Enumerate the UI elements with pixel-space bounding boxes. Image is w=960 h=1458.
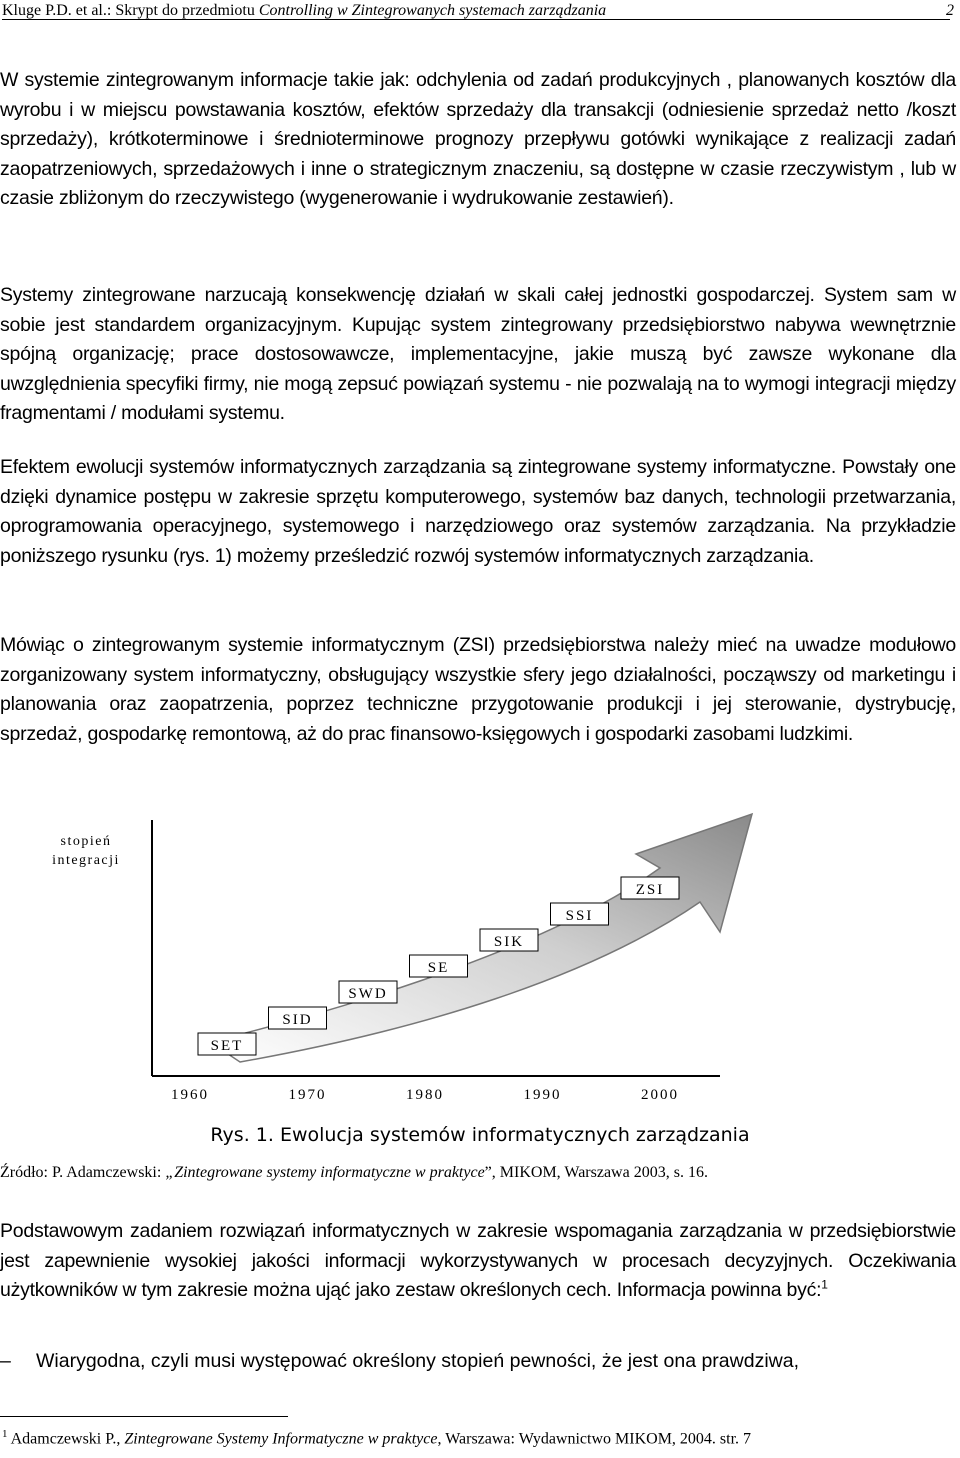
stage-label-zsi: ZSI [635,882,665,898]
stage-box-zsi [621,877,679,899]
source-prefix: Źródło: P. Adamczewski: [0,1164,166,1181]
stage-label-ssi: SSI [565,908,594,924]
x-tick-label: 1970 [288,1087,327,1103]
footnote [2,1428,958,1448]
x-tick-label: 2000 [641,1087,679,1103]
paragraph-5-text: Podstawowym zadaniem rozwiązań informatycznych w zakresie wspomagania zarządzania w przedsiębiorstwie jest zapewnienie wysokiej jakości informacji wykorzystywanych w procesach decyzyjnych. Oczekiwania użytkowników w tym zakresie można ująć jako zestaw określonych cech. Informacja powinna być: [0,1220,956,1301]
stage-box-sid [269,1007,327,1029]
x-tick-label: 1980 [406,1087,444,1103]
source-title: „Zintegrowane systemy informatyczne w praktyce [165,1164,485,1181]
evolution-figure [0,800,960,1130]
figure-caption: Rys. 1. Ewolucja systemów informatycznych zarządzania [210,1124,750,1146]
stage-box-ssi [551,903,609,925]
stage-box-swd [339,981,397,1003]
source-suffix: ”, MIKOM, Warszawa 2003, s. 16. [484,1164,708,1181]
footnote-separator [0,1416,288,1417]
figure-source [0,1164,956,1182]
x-tick-label: 1960 [171,1087,209,1103]
footnote-mark: 1 [2,1428,8,1440]
header-author: Kluge P.D. et al. [2,2,107,19]
x-tick-label: 1990 [523,1087,562,1103]
stage-label-set: SET [210,1038,244,1054]
stage-box-sik [480,929,538,951]
footnote-reference: 1 [821,1277,828,1292]
footnote-author: Adamczewski P., [7,1430,125,1448]
paragraph-2: Systemy zintegrowane narzucają konsekwencję działań w skali całej jednostki gospodarczej. System sam w sobie jest standardem organizacyjnym. Kupując system zintegrowany przedsiębiorstwo nabywa wewnętrznie spójną organizację; prace dostosowawcze, implementacyjne, jakie muszą być zawsze wykonane dla uwzględnienia specyfiki firmy, nie mogą zepsuć powiązań systemu - nie pozwalają na to wymogi integracji między fragmentami / modułami systemu. [0,284,956,424]
header-title-prefix: Skrypt do przedmiotu [115,2,259,19]
header-title: Controlling w Zintegrowanych systemach zarządzania [258,2,607,19]
paragraph-3: Efektem ewolucji systemów informatycznych zarządzania są zintegrowane systemy informatyczne. Powstały one dzięki dynamice postępu w zakresie sprzętu komputerowego, systemów baz danych, technologii przetwarzania, oprogramowania operacyjnego, systemowego i narzędziowego oraz systemów zarządzania. Na przykładzie poniższego rysunku (rys. 1) możemy prześledzić rozwój systemów informatycznych zarządzania. [0,456,956,567]
y-axis-label-line2: integracji [52,853,120,868]
list-item [0,1350,956,1373]
page-header [2,2,954,20]
paragraph-5 [0,1217,956,1306]
paragraph-4: Mówiąc o zintegrowanym systemie informatycznym (ZSI) przedsiębiorstwa należy mieć na uwadze modułowo zorganizowany system informatyczny, obsługujący wszystkie sfery jego działalności, począwszy od marketingu i planowania oraz zaopatrzenia, poprzez techniczne przygotowanie produkcji i jej sterowanie, dystrybucję, sprzedaż, gospodarkę remontową, aż do prac finansowo-księgowych i gospodarki zasobami ludzkimi. [0,634,956,745]
list-item-text: Wiarygodna, czyli musi występować określony stopień pewności, że jest ona prawdziwa, [36,1350,800,1372]
stage-label-sik: SIK [493,934,525,950]
list-dash: – [0,1350,11,1372]
stage-box-se [410,955,468,977]
footnote-rest: , Warszawa: Wydawnictwo MIKOM, 2004. str. 7 [437,1430,752,1448]
footnote-title: Zintegrowane Systemy Informatyczne w praktyce [124,1430,438,1448]
page-number: 2 [946,2,954,19]
y-axis-label-line1: stopień [60,834,112,849]
paragraph-1: W systemie zintegrowanym informacje takie jak: odchylenia od zadań produkcyjnych , planowanych kosztów dla wyrobu i w miejscu powstawania kosztów, efektów sprzedaży dla transakcji (odniesienie sprzedaż netto /koszt sprzedaży), krótkoterminowe i średnioterminowe prognozy przepływu gotówki wynikające z realizacji zadań zaopatrzeniowych, sprzedażowych i inne o strategicznym znaczeniu, są dostępne w czasie rzeczywistym , lub w czasie zbliżonym do rzeczywistego (wygenerowanie i wydrukowanie zestawień). [0,69,956,209]
stage-label-se: SE [427,960,450,976]
stage-label-sid: SID [282,1012,313,1028]
stage-box-set [198,1033,256,1055]
header-separator: : [106,2,116,19]
stage-label-swd: SWD [348,986,388,1002]
